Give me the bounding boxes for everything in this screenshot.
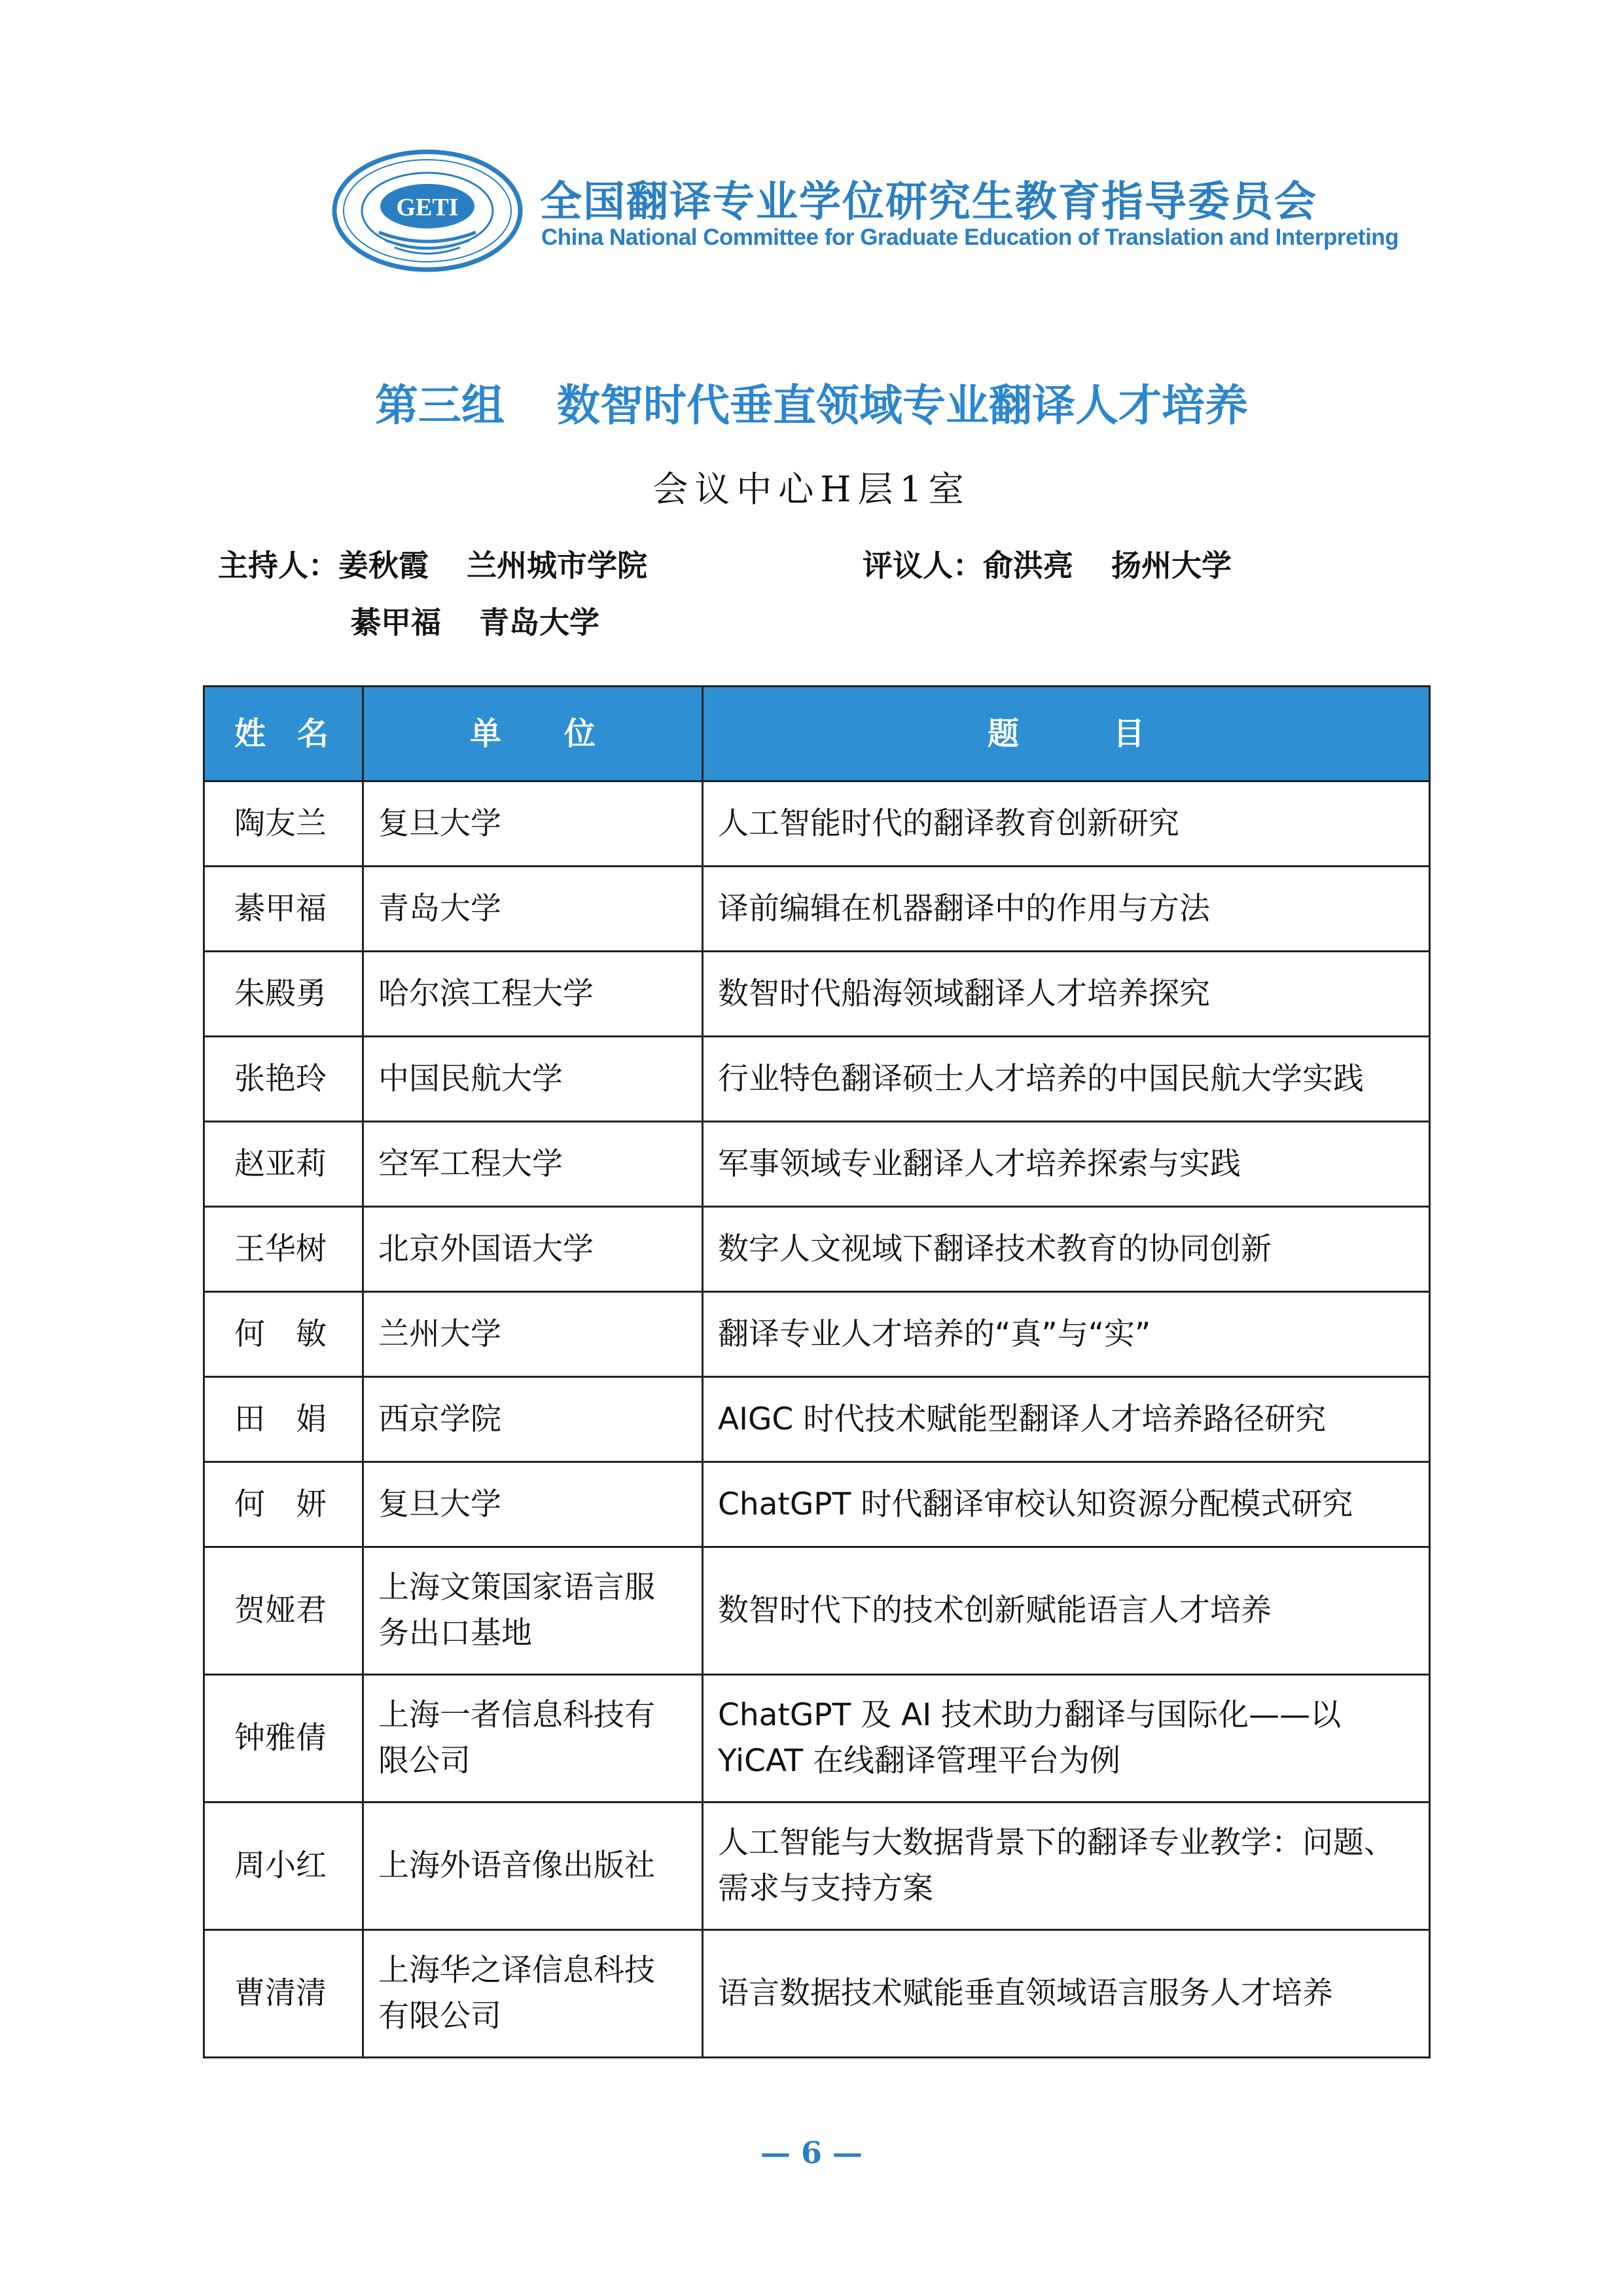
cell-unit: 哈尔滨工程大学: [363, 952, 703, 1037]
cell-unit: [363, 1675, 703, 1803]
cell-unit-line: 上海文策国家语言服: [378, 1570, 655, 1605]
table-row: [204, 1037, 1430, 1122]
table-header-row: [204, 687, 1430, 781]
cell-topic: 军事领域专业翻译人才培养探索与实践: [703, 1122, 1430, 1207]
cell-unit-line: 上海一者信息科技有: [378, 1697, 655, 1733]
cell-topic-line: 需求与支持方案: [718, 1871, 933, 1907]
cell-unit-line: 限公司: [378, 1743, 471, 1779]
table-row: [204, 1122, 1430, 1207]
cell-unit-line: 有限公司: [378, 1998, 501, 2034]
cell-unit: 西京学院: [363, 1377, 703, 1462]
group-label: 第三组: [375, 380, 505, 431]
cell-topic: AIGC 时代技术赋能型翻译人才培养路径研究: [703, 1377, 1430, 1462]
table-row: [204, 1803, 1430, 1930]
host-name: 綦甲福: [351, 605, 441, 640]
table-row: [204, 1207, 1430, 1292]
cell-unit: 复旦大学: [363, 781, 703, 867]
table-row: [204, 781, 1430, 867]
cell-topic: 语言数据技术赋能垂直领域语言服务人才培养: [703, 1930, 1430, 2058]
table-row: [204, 1675, 1430, 1803]
table-row: [204, 1377, 1430, 1462]
column-header-topic: 题 目: [703, 687, 1430, 781]
cell-topic: 译前编辑在机器翻译中的作用与方法: [703, 867, 1430, 952]
cell-name: 钟雅倩: [204, 1675, 363, 1803]
page-number: — 6 —: [760, 2135, 863, 2170]
table-row: [204, 867, 1430, 952]
cell-topic: 数字人文视域下翻译技术教育的协同创新: [703, 1207, 1430, 1292]
geti-emblem-icon: [330, 147, 527, 275]
org-name-en: China National Committee for Graduate Education of Translation and Interpreting: [541, 224, 1399, 250]
host-affiliation: 兰州城市学院: [467, 548, 647, 583]
cell-name: 綦甲福: [204, 867, 363, 952]
header-logo: [330, 147, 1399, 278]
cell-unit: 上海外语音像出版社: [363, 1803, 703, 1930]
cell-unit: 北京外国语大学: [363, 1207, 703, 1292]
column-header-unit: 单 位: [363, 687, 703, 781]
cell-unit: [363, 1930, 703, 2058]
table-row: [204, 1930, 1430, 2058]
cell-unit: [363, 1547, 703, 1675]
table-row: [204, 1292, 1430, 1377]
cell-topic: [703, 1803, 1430, 1930]
svg-text:GETI: GETI: [396, 194, 459, 221]
org-name-cn: 全国翻译专业学位研究生教育指导委员会: [540, 178, 1317, 226]
cell-topic-line: YiCAT 在线翻译管理平台为例: [718, 1743, 1121, 1779]
cell-unit: 复旦大学: [363, 1462, 703, 1547]
session-theme: 数智时代垂直领域专业翻译人才培养: [557, 380, 1248, 431]
cell-name: 何 妍: [204, 1462, 363, 1547]
cell-name: 曹清清: [204, 1930, 363, 2058]
cell-unit: 中国民航大学: [363, 1037, 703, 1122]
table-body: [204, 781, 1430, 2058]
cell-name: 朱殿勇: [204, 952, 363, 1037]
reviewer-affiliation: 扬州大学: [1111, 548, 1232, 583]
reviewer-label: 评议人：: [863, 548, 983, 583]
cell-name: 陶友兰: [204, 781, 363, 867]
cell-name: 周小红: [204, 1803, 363, 1930]
host-line: [218, 542, 647, 585]
presentation-table: [203, 685, 1431, 2058]
column-header-name: 姓 名: [204, 687, 363, 781]
cell-topic: 翻译专业人才培养的“真”与“实”: [703, 1292, 1430, 1377]
cell-topic: 数智时代下的技术创新赋能语言人才培养: [703, 1547, 1430, 1675]
cell-unit: 青岛大学: [363, 867, 703, 952]
reviewer-name: 俞洪亮: [983, 548, 1073, 583]
cell-topic-line: ChatGPT 及 AI 技术助力翻译与国际化——以: [718, 1697, 1342, 1733]
cell-topic: 人工智能时代的翻译教育创新研究: [703, 781, 1430, 867]
cell-unit-line: 务出口基地: [378, 1615, 532, 1651]
host-label: 主持人：: [218, 548, 338, 583]
host-affiliation: 青岛大学: [479, 605, 599, 640]
table-row: [204, 952, 1430, 1037]
cell-unit: 兰州大学: [363, 1292, 703, 1377]
reviewer-line: [863, 542, 1232, 585]
cell-name: 贺娅君: [204, 1547, 363, 1675]
cell-name: 何 敏: [204, 1292, 363, 1377]
cell-name: 王华树: [204, 1207, 363, 1292]
cell-topic: ChatGPT 时代翻译审校认知资源分配模式研究: [703, 1462, 1430, 1547]
cell-name: 张艳玲: [204, 1037, 363, 1122]
cell-topic: 数智时代船海领域翻译人才培养探究: [703, 952, 1430, 1037]
host-line-2: [351, 599, 599, 642]
host-name: 姜秋霞: [338, 548, 429, 583]
table-row: [204, 1547, 1430, 1675]
session-title: [0, 370, 1623, 433]
cell-name: 田 娟: [204, 1377, 363, 1462]
cell-topic: [703, 1675, 1430, 1803]
session-venue: 会议中心H层1室: [652, 469, 971, 510]
cell-name: 赵亚莉: [204, 1122, 363, 1207]
cell-topic: 行业特色翻译硕士人才培养的中国民航大学实践: [703, 1037, 1430, 1122]
cell-topic-line: 人工智能与大数据背景下的翻译专业教学：问题、: [718, 1825, 1395, 1861]
cell-unit-line: 上海华之译信息科技: [378, 1952, 655, 1988]
cell-unit: 空军工程大学: [363, 1122, 703, 1207]
table-row: [204, 1462, 1430, 1547]
